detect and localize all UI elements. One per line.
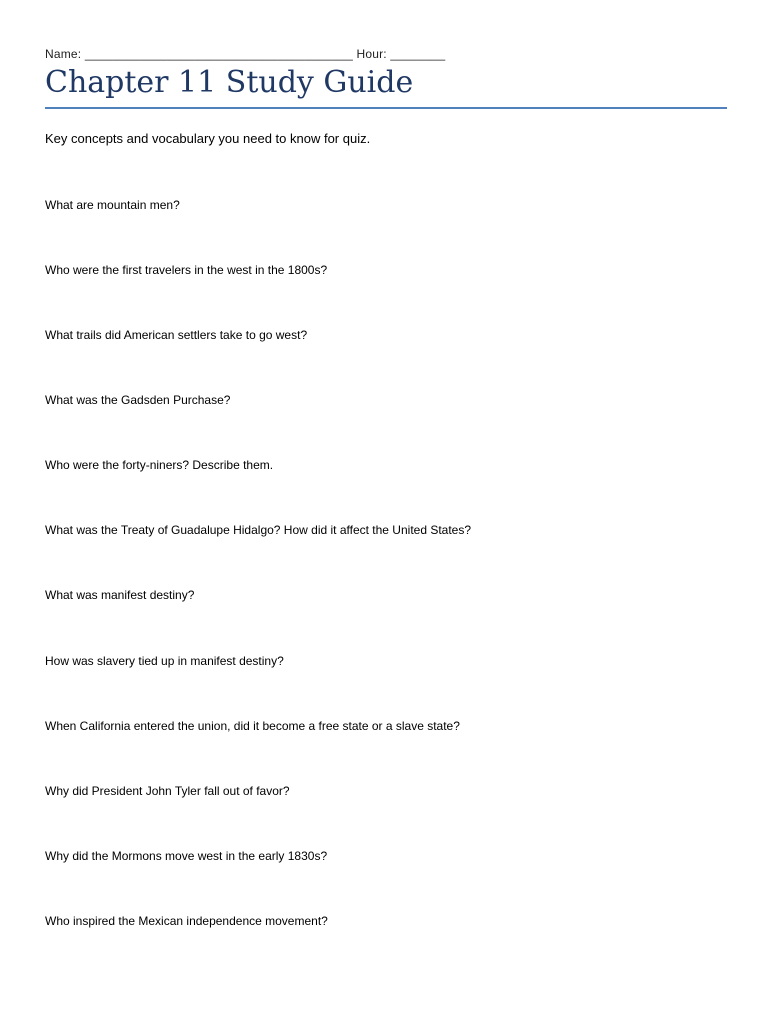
question-item: Why did President John Tyler fall out of favor? <box>45 784 290 798</box>
question-item: What was manifest destiny? <box>45 588 195 602</box>
question-item: Who were the forty-niners? Describe them. <box>45 458 274 472</box>
name-hour-line: Name: _______________________________________ Hour: ________ <box>45 47 446 61</box>
question-item: Who were the first travelers in the west in the 1800s? <box>45 263 328 277</box>
question-item: Who inspired the Mexican independence movement? <box>45 914 328 928</box>
question-item: What are mountain men? <box>45 198 180 212</box>
question-item: When California entered the union, did it become a free state or a slave state? <box>45 719 460 733</box>
question-item: What was the Treaty of Guadalupe Hidalgo? How did it affect the United States? <box>45 523 472 537</box>
question-item: Why did the Mormons move west in the early 1830s? <box>45 849 328 863</box>
intro-text: Key concepts and vocabulary you need to know for quiz. <box>45 131 371 146</box>
page-title: Chapter 11 Study Guide <box>45 65 414 100</box>
question-item: What trails did American settlers take to go west? <box>45 328 308 342</box>
question-item: How was slavery tied up in manifest destiny? <box>45 654 284 668</box>
question-item: What was the Gadsden Purchase? <box>45 393 231 407</box>
title-underline <box>45 107 727 109</box>
